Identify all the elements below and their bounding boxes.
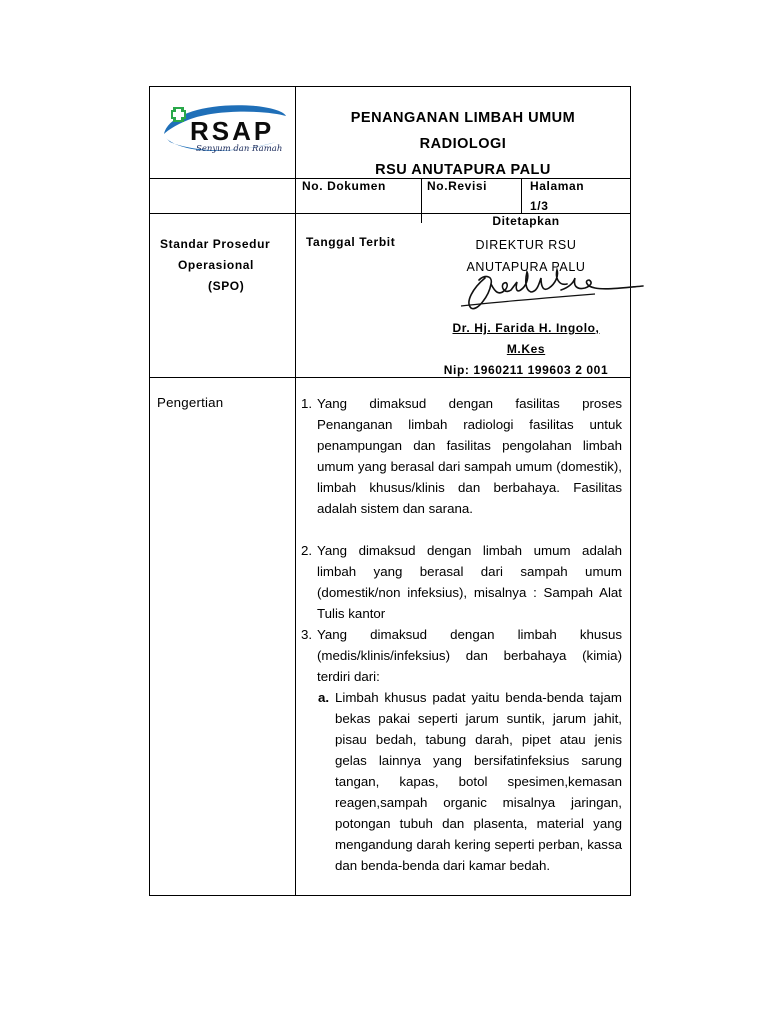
title-line-3: RSU ANUTAPURA PALU (375, 162, 551, 178)
halaman-value: 1/3 (530, 199, 549, 213)
spo-label-line-3: (SPO) (208, 279, 245, 293)
spo-label-line-1: Standar Prosedur (160, 237, 271, 251)
direktur-line-1: DIREKTUR RSU (475, 238, 577, 252)
table-border-top (149, 86, 631, 87)
sub-list-item-text: Limbah khusus padat yaitu benda-benda tajam bekas pakai seperti jarum suntik, jarum jahit, pisau bedah, tabung darah, pipet atau jenis gelas lainnya yang bersifatinfeksius sarung tangan, kapas, botol spesimen,kemasan reagen,sampah organic misalnya jaringan, potongan tubuh dan plasenta, material yang mengandung darah kering seperti perban, kassa dan benda-benda dari kamar bedah. (335, 690, 622, 873)
list-item-number: 2. (301, 543, 313, 558)
title-line-2: RADIOLOGI (419, 136, 507, 152)
hospital-logo (158, 100, 288, 164)
no-dokumen-label: No. Dokumen (302, 179, 386, 193)
spo-label-line-2: Operasional (178, 258, 254, 272)
halaman-label: Halaman (530, 179, 585, 193)
document-title (296, 110, 630, 188)
list-item-text: Yang dimaksud dengan fasilitas proses Penanganan limbah radiologi fasilitas untuk penampungan dan fasilitas pengolahan limbah umum yang berasal dari sampah umum (domestik), limbah khusus/klinis dan berbahaya. Fasilitas adalah sistem dan sarana. (317, 396, 622, 516)
logo-tagline: Senyum dan Ramah (196, 144, 283, 154)
sub-list-item-letter: a. (318, 690, 330, 705)
list-item-text: Yang dimaksud dengan limbah umum adalah limbah yang berasal dari sampah umum (domestik/non infeksius), misalnya : Sampah Alat Tulis kantor (317, 543, 622, 621)
director-signature (455, 266, 645, 316)
direktur-line-2: ANUTAPURA PALU (466, 260, 586, 274)
logo-text: RSAP (190, 116, 275, 146)
table-border-left (149, 86, 150, 896)
table-border-right (630, 86, 631, 896)
spo-label (150, 234, 295, 297)
signer-name-line-1: Dr. Hj. Farida H. Ingolo, (452, 321, 600, 335)
list-item-text: Yang dimaksud dengan limbah khusus (medis/klinis/infeksius) dan berbahaya (kimia) terdiri dari: (317, 627, 622, 684)
ditetapkan-label: Ditetapkan (492, 214, 560, 228)
signer-nip: Nip: 1960211 199603 2 001 (443, 363, 609, 377)
list-item-number: 1. (301, 396, 313, 411)
table-border-bottom (149, 895, 631, 896)
list-item-number: 3. (301, 627, 313, 642)
no-revisi-label: No.Revisi (427, 179, 488, 193)
col-divider (295, 86, 296, 896)
signer-name-line-2: M.Kes (506, 342, 546, 356)
signer-block (422, 318, 630, 381)
tanggal-terbit-label: Tanggal Terbit (306, 235, 396, 249)
title-line-1: PENANGANAN LIMBAH UMUM (350, 110, 576, 126)
pengertian-label: Pengertian (157, 395, 224, 410)
